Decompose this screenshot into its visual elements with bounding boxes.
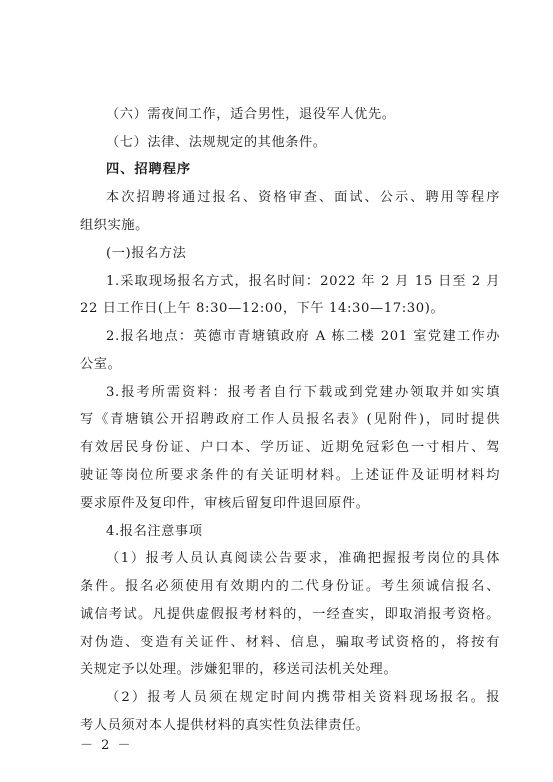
subsection-heading-registration-method: (一)报名方法 xyxy=(106,246,187,261)
paragraph-required-materials-line-4: 驶证等岗位所要求条件的有关证明材料。上述证件及证明材料均 xyxy=(80,468,500,483)
paragraph-note-one-line-4: 对伪造、变造有关证件、材料、信息，骗取考试资格的，将按有 xyxy=(80,635,500,650)
paragraph-registration-time: 1.采取现场报名方式，报名时间：2022 年 2 月 15 日至 2 月 xyxy=(106,274,500,289)
paragraph-note-one-line-3: 诚信考试。凡提供虚假报考材料的，一经查实，即取消报考资格。 xyxy=(80,607,500,622)
paragraph-required-materials-line-2: 写《青塘镇公开招聘政府工作人员报名表》(见附件)，同时提供 xyxy=(80,412,500,427)
paragraph-note-one-line-5: 关规定予以处理。涉嫌犯罪的，移送司法机关处理。 xyxy=(80,662,398,677)
paragraph-procedure-intro: 本次招聘将通过报名、资格审查、面试、公示、聘用等程序 xyxy=(106,190,500,205)
page-number: － 2 － xyxy=(80,738,133,753)
paragraph-condition-seven: （七）法律、法规规定的其他条件。 xyxy=(106,135,327,150)
paragraph-required-materials-line-3: 有效居民身份证、户口本、学历证、近期免冠彩色一寸相片、驾 xyxy=(80,440,500,455)
paragraph-condition-six: （六）需夜间工作，适合男性，退役军人优先。 xyxy=(106,107,396,122)
paragraph-note-one-line-2: 条件。报名必须使用有效期内的二代身份证。考生须诚信报名、 xyxy=(80,579,500,594)
paragraph-note-one: （1）报考人员认真阅读公告要求，准确把握报考岗位的具体 xyxy=(106,551,500,566)
paragraph-note-two: （2）报考人员须在规定时间内携带相关资料现场报名。报 xyxy=(106,690,500,705)
subsection-heading-registration-notes: 4.报名注意事项 xyxy=(106,524,203,539)
paragraph-registration-time-cont: 22 日工作日(上午 8:30—12:00，下午 14:30—17:30)。 xyxy=(80,301,445,316)
paragraph-registration-place: 2.报名地点：英德市青塘镇政府 A 栋二楼 201 室党建工作办 xyxy=(106,329,500,344)
paragraph-registration-place-cont: 公室。 xyxy=(80,357,122,372)
paragraph-note-two-line-2: 考人员须对本人提供材料的真实性负法律责任。 xyxy=(80,718,370,733)
paragraph-required-materials: 3.报考所需资料：报考者自行下载或到党建办领取并如实填 xyxy=(106,385,500,400)
paragraph-required-materials-line-5: 要求原件及复印件，审核后留复印件退回原件。 xyxy=(80,496,370,511)
paragraph-procedure-intro-cont: 组织实施。 xyxy=(80,218,149,233)
section-heading-recruitment-procedure: 四、招聘程序 xyxy=(106,162,192,177)
